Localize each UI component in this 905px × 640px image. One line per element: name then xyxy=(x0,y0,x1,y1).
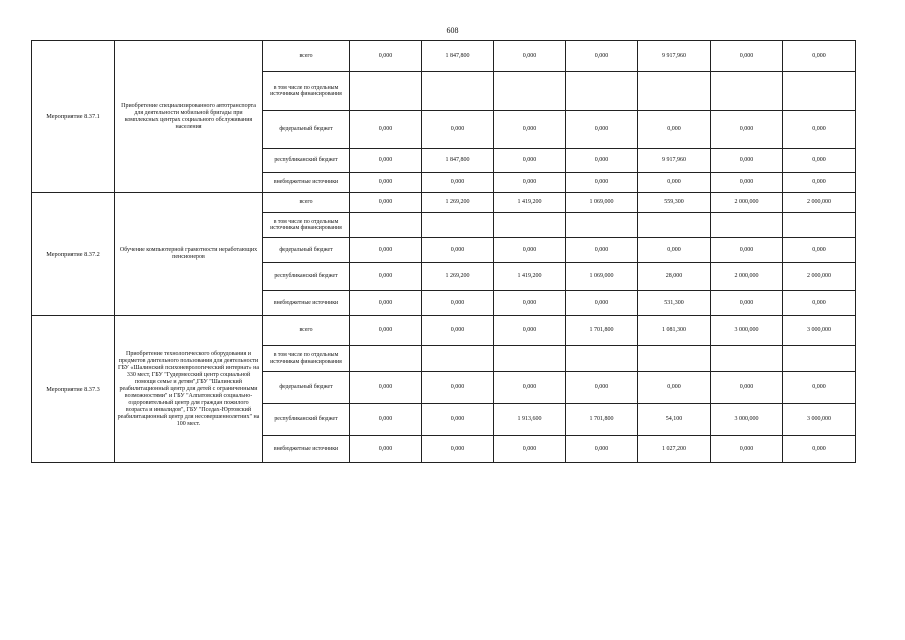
funding-value xyxy=(783,346,856,372)
funding-value: 0,000 xyxy=(494,149,566,173)
funding-source: федеральный бюджет xyxy=(263,111,350,149)
funding-value: 531,300 xyxy=(638,291,711,316)
funding-value: 0,000 xyxy=(494,291,566,316)
funding-value: 0,000 xyxy=(350,372,422,404)
measure-description: Обучение компьютерной грамотности неработающих пенсионеров xyxy=(115,193,263,316)
funding-value xyxy=(638,346,711,372)
funding-value xyxy=(494,346,566,372)
measure-name: Мероприятие 8.37.1 xyxy=(32,41,115,193)
funding-value: 1 913,600 xyxy=(494,404,566,436)
funding-value: 28,000 xyxy=(638,263,711,291)
funding-value: 0,000 xyxy=(638,111,711,149)
funding-value: 0,000 xyxy=(783,149,856,173)
funding-value xyxy=(566,346,638,372)
funding-value: 0,000 xyxy=(711,372,783,404)
budget-table-body xyxy=(32,41,856,463)
funding-source: внебюджетные источники xyxy=(263,173,350,193)
funding-value xyxy=(494,213,566,238)
funding-value xyxy=(422,346,494,372)
funding-source: республиканский бюджет xyxy=(263,149,350,173)
funding-source: федеральный бюджет xyxy=(263,238,350,263)
funding-value xyxy=(783,213,856,238)
funding-value: 1 419,200 xyxy=(494,263,566,291)
funding-value xyxy=(350,346,422,372)
funding-value xyxy=(638,72,711,111)
funding-value: 3 000,000 xyxy=(711,316,783,346)
funding-value: 0,000 xyxy=(494,436,566,463)
funding-value: 0,000 xyxy=(566,291,638,316)
funding-source: в том числе по отдельным источникам финансирования xyxy=(263,72,350,111)
funding-value: 2 000,000 xyxy=(783,193,856,213)
funding-value: 0,000 xyxy=(350,41,422,72)
funding-value: 0,000 xyxy=(783,372,856,404)
funding-source: федеральный бюджет xyxy=(263,372,350,404)
funding-value: 0,000 xyxy=(638,372,711,404)
funding-source: республиканский бюджет xyxy=(263,263,350,291)
funding-source: республиканский бюджет xyxy=(263,404,350,436)
funding-value: 1 069,000 xyxy=(566,193,638,213)
funding-value: 0,000 xyxy=(494,316,566,346)
funding-value: 0,000 xyxy=(422,316,494,346)
funding-source: в том числе по отдельным источникам финансирования xyxy=(263,213,350,238)
funding-value: 0,000 xyxy=(350,111,422,149)
funding-value: 0,000 xyxy=(711,173,783,193)
measure-name: Мероприятие 8.37.2 xyxy=(32,193,115,316)
funding-value: 3 000,000 xyxy=(783,404,856,436)
funding-value: 1 701,800 xyxy=(566,404,638,436)
funding-value: 1 027,200 xyxy=(638,436,711,463)
funding-value: 0,000 xyxy=(422,436,494,463)
funding-value: 2 000,000 xyxy=(783,263,856,291)
funding-value: 0,000 xyxy=(783,238,856,263)
funding-value: 0,000 xyxy=(566,173,638,193)
funding-value: 1 847,800 xyxy=(422,41,494,72)
funding-value xyxy=(494,72,566,111)
funding-value: 0,000 xyxy=(566,41,638,72)
funding-value: 3 000,000 xyxy=(783,316,856,346)
funding-value: 0,000 xyxy=(350,173,422,193)
funding-value: 1 269,200 xyxy=(422,193,494,213)
funding-value: 0,000 xyxy=(711,291,783,316)
funding-value: 0,000 xyxy=(350,436,422,463)
measure-name: Мероприятие 8.37.3 xyxy=(32,316,115,463)
funding-value: 9 917,960 xyxy=(638,149,711,173)
funding-value xyxy=(350,72,422,111)
funding-source: всего xyxy=(263,316,350,346)
funding-value: 2 000,000 xyxy=(711,263,783,291)
funding-source: в том числе по отдельным источникам финансирования xyxy=(263,346,350,372)
funding-value: 0,000 xyxy=(422,291,494,316)
funding-value: 0,000 xyxy=(783,436,856,463)
table-row xyxy=(32,193,856,213)
funding-value: 0,000 xyxy=(783,291,856,316)
funding-value: 0,000 xyxy=(711,436,783,463)
funding-value: 0,000 xyxy=(350,316,422,346)
funding-value: 2 000,000 xyxy=(711,193,783,213)
funding-value: 0,000 xyxy=(783,111,856,149)
funding-value: 0,000 xyxy=(350,263,422,291)
funding-source: внебюджетные источники xyxy=(263,291,350,316)
funding-value: 1 419,200 xyxy=(494,193,566,213)
funding-value: 0,000 xyxy=(711,149,783,173)
funding-value xyxy=(566,213,638,238)
page-number: 608 xyxy=(446,26,459,35)
table-row xyxy=(32,41,856,72)
funding-value: 0,000 xyxy=(350,291,422,316)
funding-value xyxy=(638,213,711,238)
funding-source: всего xyxy=(263,193,350,213)
funding-value: 0,000 xyxy=(350,149,422,173)
funding-value xyxy=(350,213,422,238)
funding-value: 0,000 xyxy=(494,41,566,72)
funding-value: 0,000 xyxy=(566,238,638,263)
measure-description: Приобретение специализированного автотранспорта для деятельности мобильной бригады при комплексных центрах социального обслуживания населения xyxy=(115,41,263,193)
funding-value: 0,000 xyxy=(638,173,711,193)
funding-value: 0,000 xyxy=(566,372,638,404)
funding-value: 0,000 xyxy=(711,41,783,72)
funding-value: 0,000 xyxy=(422,238,494,263)
funding-value xyxy=(711,346,783,372)
funding-value: 54,100 xyxy=(638,404,711,436)
funding-value xyxy=(711,213,783,238)
measure-description: Приобретение технологического оборудования и предметов длительного пользования для деятельности ГБУ «Шалинский психоневрологический интернат» на 330 мест, ГБУ "Гудермесский центр социальной помощи семье и детям",ГБУ "Шалинский реабилитационный центр для детей с ограниченными возможностями" и ГБУ "Алпатовский социально-оздоровительный центр для граждан пожилого возраста и инвалидов", ГБУ "Пседах-Юртовский реабилитационный центр для несовершеннолетних" на 100 мест. xyxy=(115,316,263,463)
funding-value: 0,000 xyxy=(566,149,638,173)
funding-value: 0,000 xyxy=(350,238,422,263)
funding-value: 0,000 xyxy=(494,372,566,404)
funding-value: 0,000 xyxy=(494,238,566,263)
funding-value: 0,000 xyxy=(494,111,566,149)
funding-value: 0,000 xyxy=(422,111,494,149)
funding-source: внебюджетные источники xyxy=(263,436,350,463)
funding-value: 1 269,200 xyxy=(422,263,494,291)
budget-table xyxy=(31,40,856,463)
funding-value: 1 069,000 xyxy=(566,263,638,291)
funding-value: 0,000 xyxy=(350,404,422,436)
funding-value: 559,300 xyxy=(638,193,711,213)
funding-value: 0,000 xyxy=(422,404,494,436)
funding-source: всего xyxy=(263,41,350,72)
funding-value: 0,000 xyxy=(566,436,638,463)
funding-value: 0,000 xyxy=(783,41,856,72)
funding-value: 0,000 xyxy=(711,111,783,149)
funding-value xyxy=(422,72,494,111)
funding-value xyxy=(783,72,856,111)
funding-value: 0,000 xyxy=(566,111,638,149)
funding-value: 0,000 xyxy=(350,193,422,213)
funding-value: 1 701,800 xyxy=(566,316,638,346)
funding-value: 1 081,300 xyxy=(638,316,711,346)
funding-value: 0,000 xyxy=(422,173,494,193)
funding-value: 0,000 xyxy=(422,372,494,404)
table-row xyxy=(32,316,856,346)
funding-value: 1 847,800 xyxy=(422,149,494,173)
funding-value: 9 917,960 xyxy=(638,41,711,72)
funding-value: 0,000 xyxy=(638,238,711,263)
funding-value xyxy=(566,72,638,111)
funding-value xyxy=(711,72,783,111)
funding-value: 0,000 xyxy=(711,238,783,263)
funding-value: 0,000 xyxy=(494,173,566,193)
funding-value: 0,000 xyxy=(783,173,856,193)
funding-value xyxy=(422,213,494,238)
funding-value: 3 000,000 xyxy=(711,404,783,436)
